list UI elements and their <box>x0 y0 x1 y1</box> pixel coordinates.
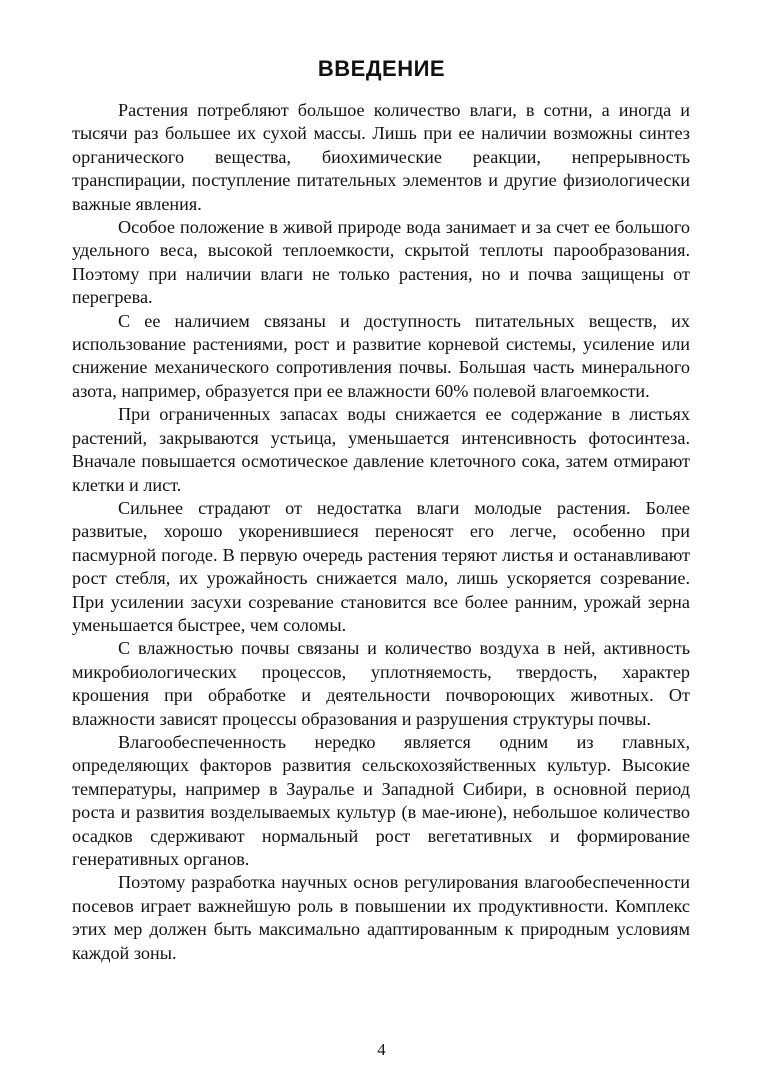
paragraph-4: При ограниченных запасах воды снижается ее содержание в листьях растений, закрываются устьица, уменьшается интенсивность фотосинтеза. Вначале повышается осмотическое давление клеточного сока, затем отмирают клетки и лист. <box>72 404 690 495</box>
paragraph-1: Растения потребляют большое количество влаги, в сотни, а иногда и тысячи раз большее их сухой массы. Лишь при ее наличии возможны синтез органического вещества, биохимические реакции, непрерывность транспирации, поступление питательных элементов и другие физиологически важные явления. <box>72 100 690 214</box>
body-text <box>72 99 690 965</box>
paragraph-8: Поэтому разработка научных основ регулирования влагообеспеченности посевов играет важнейшую роль в повышении их продуктивности. Комплекс этих мер должен быть максимально адаптированным к природным условиям каждой зоны. <box>72 872 690 963</box>
paragraph-2: Особое положение в живой природе вода занимает и за счет ее большого удельного веса, высокой теплоемкости, скрытой теплоты парообразования. Поэтому при наличии влаги не только растения, но и почва защищены от перегрева. <box>72 217 690 308</box>
paragraph-7: Влагообеспеченность нередко является одним из главных, определяющих факторов развития сельскохозяйственных культур. Высокие температуры, например в Зауралье и Западной Сибири, в основной период роста и развития возделываемых культур (в мае-июне), небольшое количество осадков сдерживают нормальный рост вегетативных и формирование генеративных органов. <box>72 731 690 869</box>
page-number: 4 <box>377 1040 386 1059</box>
paragraph-3: С ее наличием связаны и доступность питательных веществ, их использование растениями, рост и развитие корневой системы, усиление или снижение механического сопротивления почвы. Большая часть минерального азота, например, образуется при ее влажности 60% полевой влагоемкости. <box>72 310 690 401</box>
paragraph-5: Сильнее страдают от недостатка влаги молодые растения. Более развитые, хорошо укоренившиеся переносят его легче, особенно при пасмурной погоде. В первую очередь растения теряют листья и останавливают рост стебля, их урожайность снижается мало, лишь ускоряется созревание. При усилении засухи созревание становится все более ранним, урожай зерна уменьшается быстрее, чем соломы. <box>72 497 690 635</box>
chapter-heading: ВВЕДЕНИЕ <box>317 56 446 81</box>
paragraph-6: С влажностью почвы связаны и количество воздуха в ней, активность микробиологических процессов, уплотняемость, твердость, характер крошения при обработке и деятельности почворoющих животных. От влажности зависят процессы образования и разрушения структуры почвы. <box>72 638 690 729</box>
